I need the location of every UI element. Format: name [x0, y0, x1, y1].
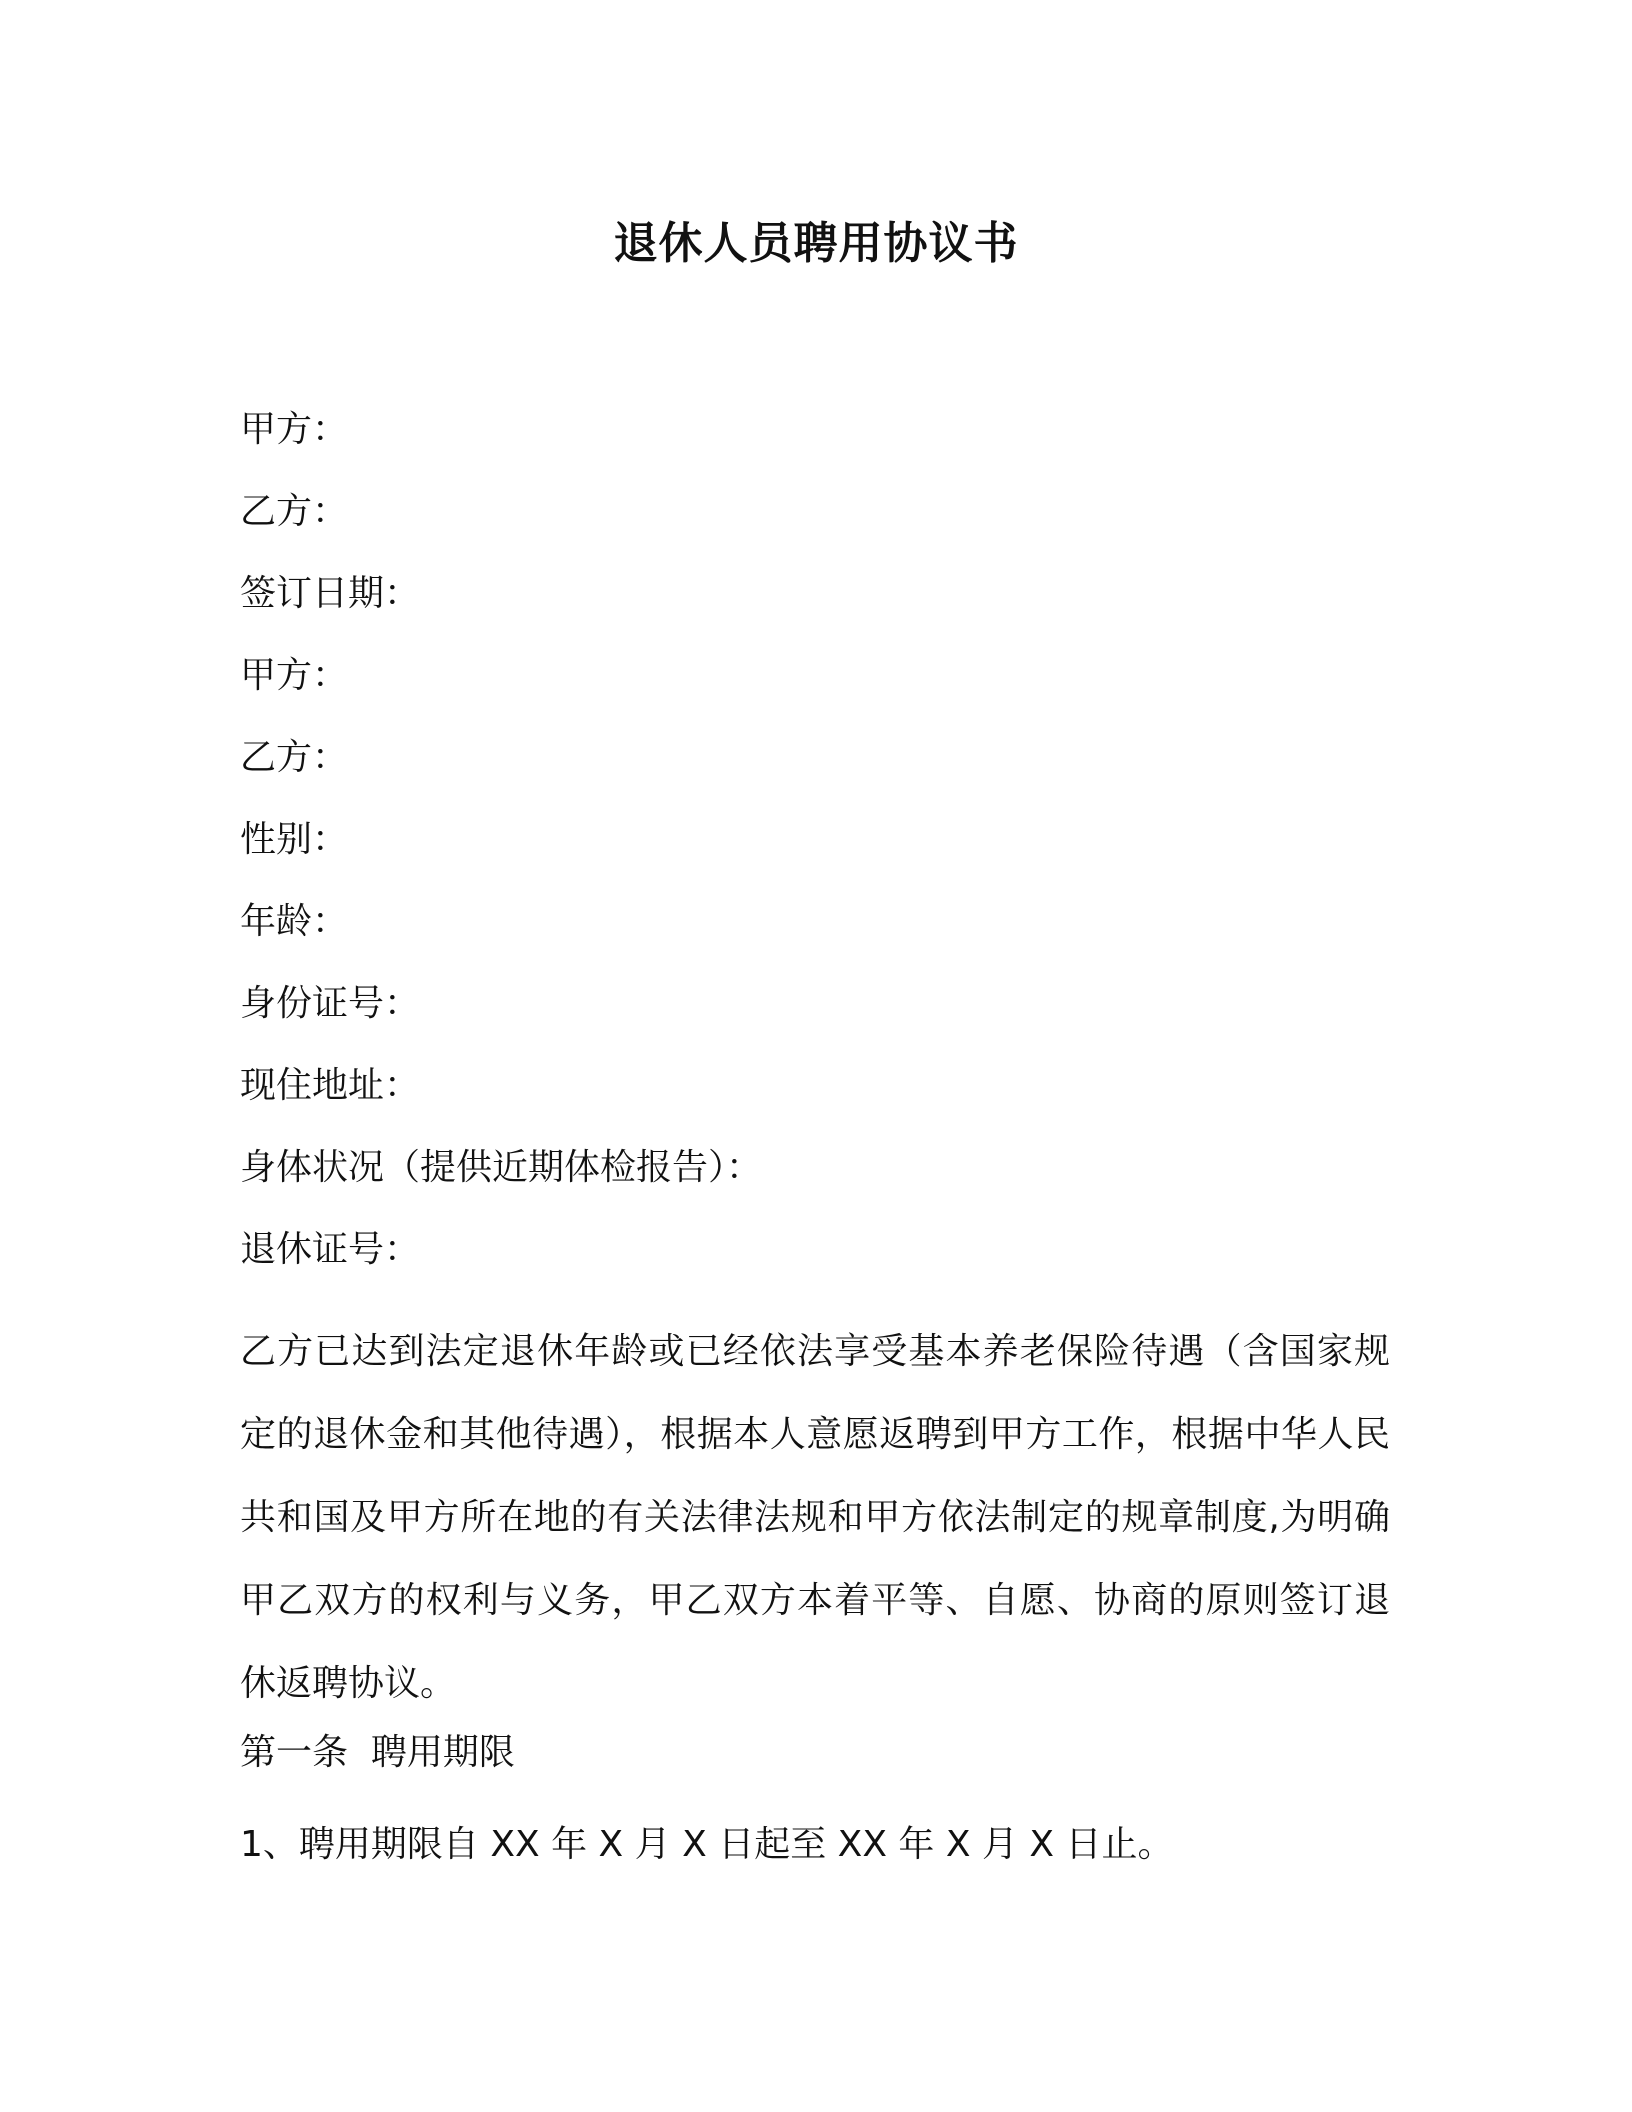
- field-party-a-second: 甲方：: [240, 655, 349, 696]
- field-party-b: 乙方：: [240, 491, 349, 532]
- field-id-number: 身份证号：: [240, 983, 421, 1024]
- field-gender: 性别：: [240, 819, 349, 860]
- field-sign-date: 签订日期：: [240, 573, 421, 614]
- field-party-b-second: 乙方：: [240, 737, 349, 778]
- field-age: 年龄：: [240, 901, 349, 942]
- article-1-heading: 第一条 聘用期限: [240, 1732, 515, 1773]
- intro-paragraph: 乙方已达到法定退休年龄或已经依法享受基本养老保险待遇（含国家规定的退休金和其他待遇），根据本人意愿返聘到甲方工作，根据中华人民共和国及甲方所在地的有关法律法规和甲方依法制定的规章制度,为明确甲乙双方的权利与义务，甲乙双方本着平等、自愿、协商的原则签订退休返聘协议。: [240, 1331, 1390, 1704]
- field-retirement-cert: 退休证号：: [240, 1229, 421, 1270]
- field-address: 现住地址：: [240, 1065, 421, 1106]
- document-title: 退休人员聘用协议书: [613, 218, 1019, 269]
- field-party-a: 甲方：: [240, 409, 349, 450]
- article-1-clause-1: 1、聘用期限自 XX 年 X 月 X 日起至 XX 年 X 月 X 日止。: [240, 1824, 1174, 1865]
- field-health-status: 身体状况（提供近期体检报告）：: [240, 1147, 763, 1188]
